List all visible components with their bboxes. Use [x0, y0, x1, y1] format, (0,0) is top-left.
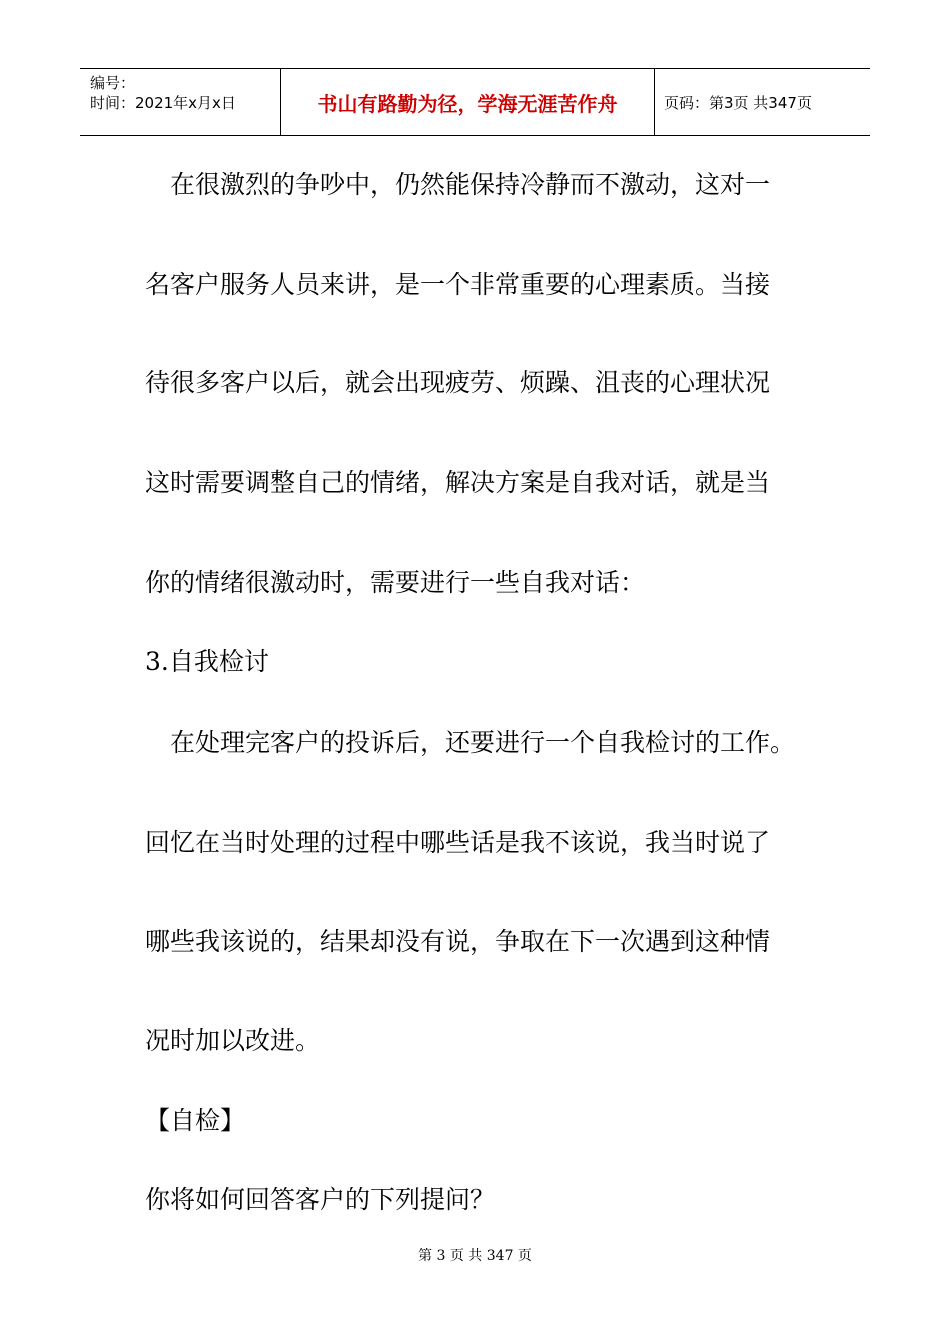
body-line: 你的情绪很激动时，需要进行一些自我对话：	[145, 568, 646, 597]
date-label: 时间：2021年x月x日	[90, 94, 236, 112]
section-heading: 3.自我检讨	[145, 647, 269, 676]
body-line: 待很多客户以后，就会出现疲劳、烦躁、沮丧的心理状况	[145, 368, 771, 397]
body-line: 在很激烈的争吵中，仍然能保持冷静而不激动，这对一	[145, 170, 771, 199]
header-page-info: 页码：第3页 共347页	[664, 93, 812, 112]
page-footer: 第 3 页 共 347 页	[418, 1248, 532, 1264]
body-line: 况时加以改进。	[145, 1026, 321, 1055]
body-line: 哪些我该说的，结果却没有说，争取在下一次遇到这种情	[145, 927, 771, 956]
self-check-heading: 【自检】	[145, 1106, 246, 1135]
header-motto: 书山有路勤为径，学海无涯苦作舟	[281, 69, 655, 135]
number-label: 编号：	[90, 74, 136, 92]
body-line: 名客户服务人员来讲，是一个非常重要的心理素质。当接	[145, 270, 771, 299]
header-meta	[80, 69, 281, 135]
body-line: 这时需要调整自己的情绪，解决方案是自我对话，就是当	[145, 468, 771, 497]
page-header	[80, 68, 870, 136]
body-line: 回忆在当时处理的过程中哪些话是我不该说，我当时说了	[145, 828, 771, 857]
body-line: 在处理完客户的投诉后，还要进行一个自我检讨的工作。	[145, 728, 796, 757]
body-line: 你将如何回答客户的下列提问？	[145, 1185, 496, 1214]
